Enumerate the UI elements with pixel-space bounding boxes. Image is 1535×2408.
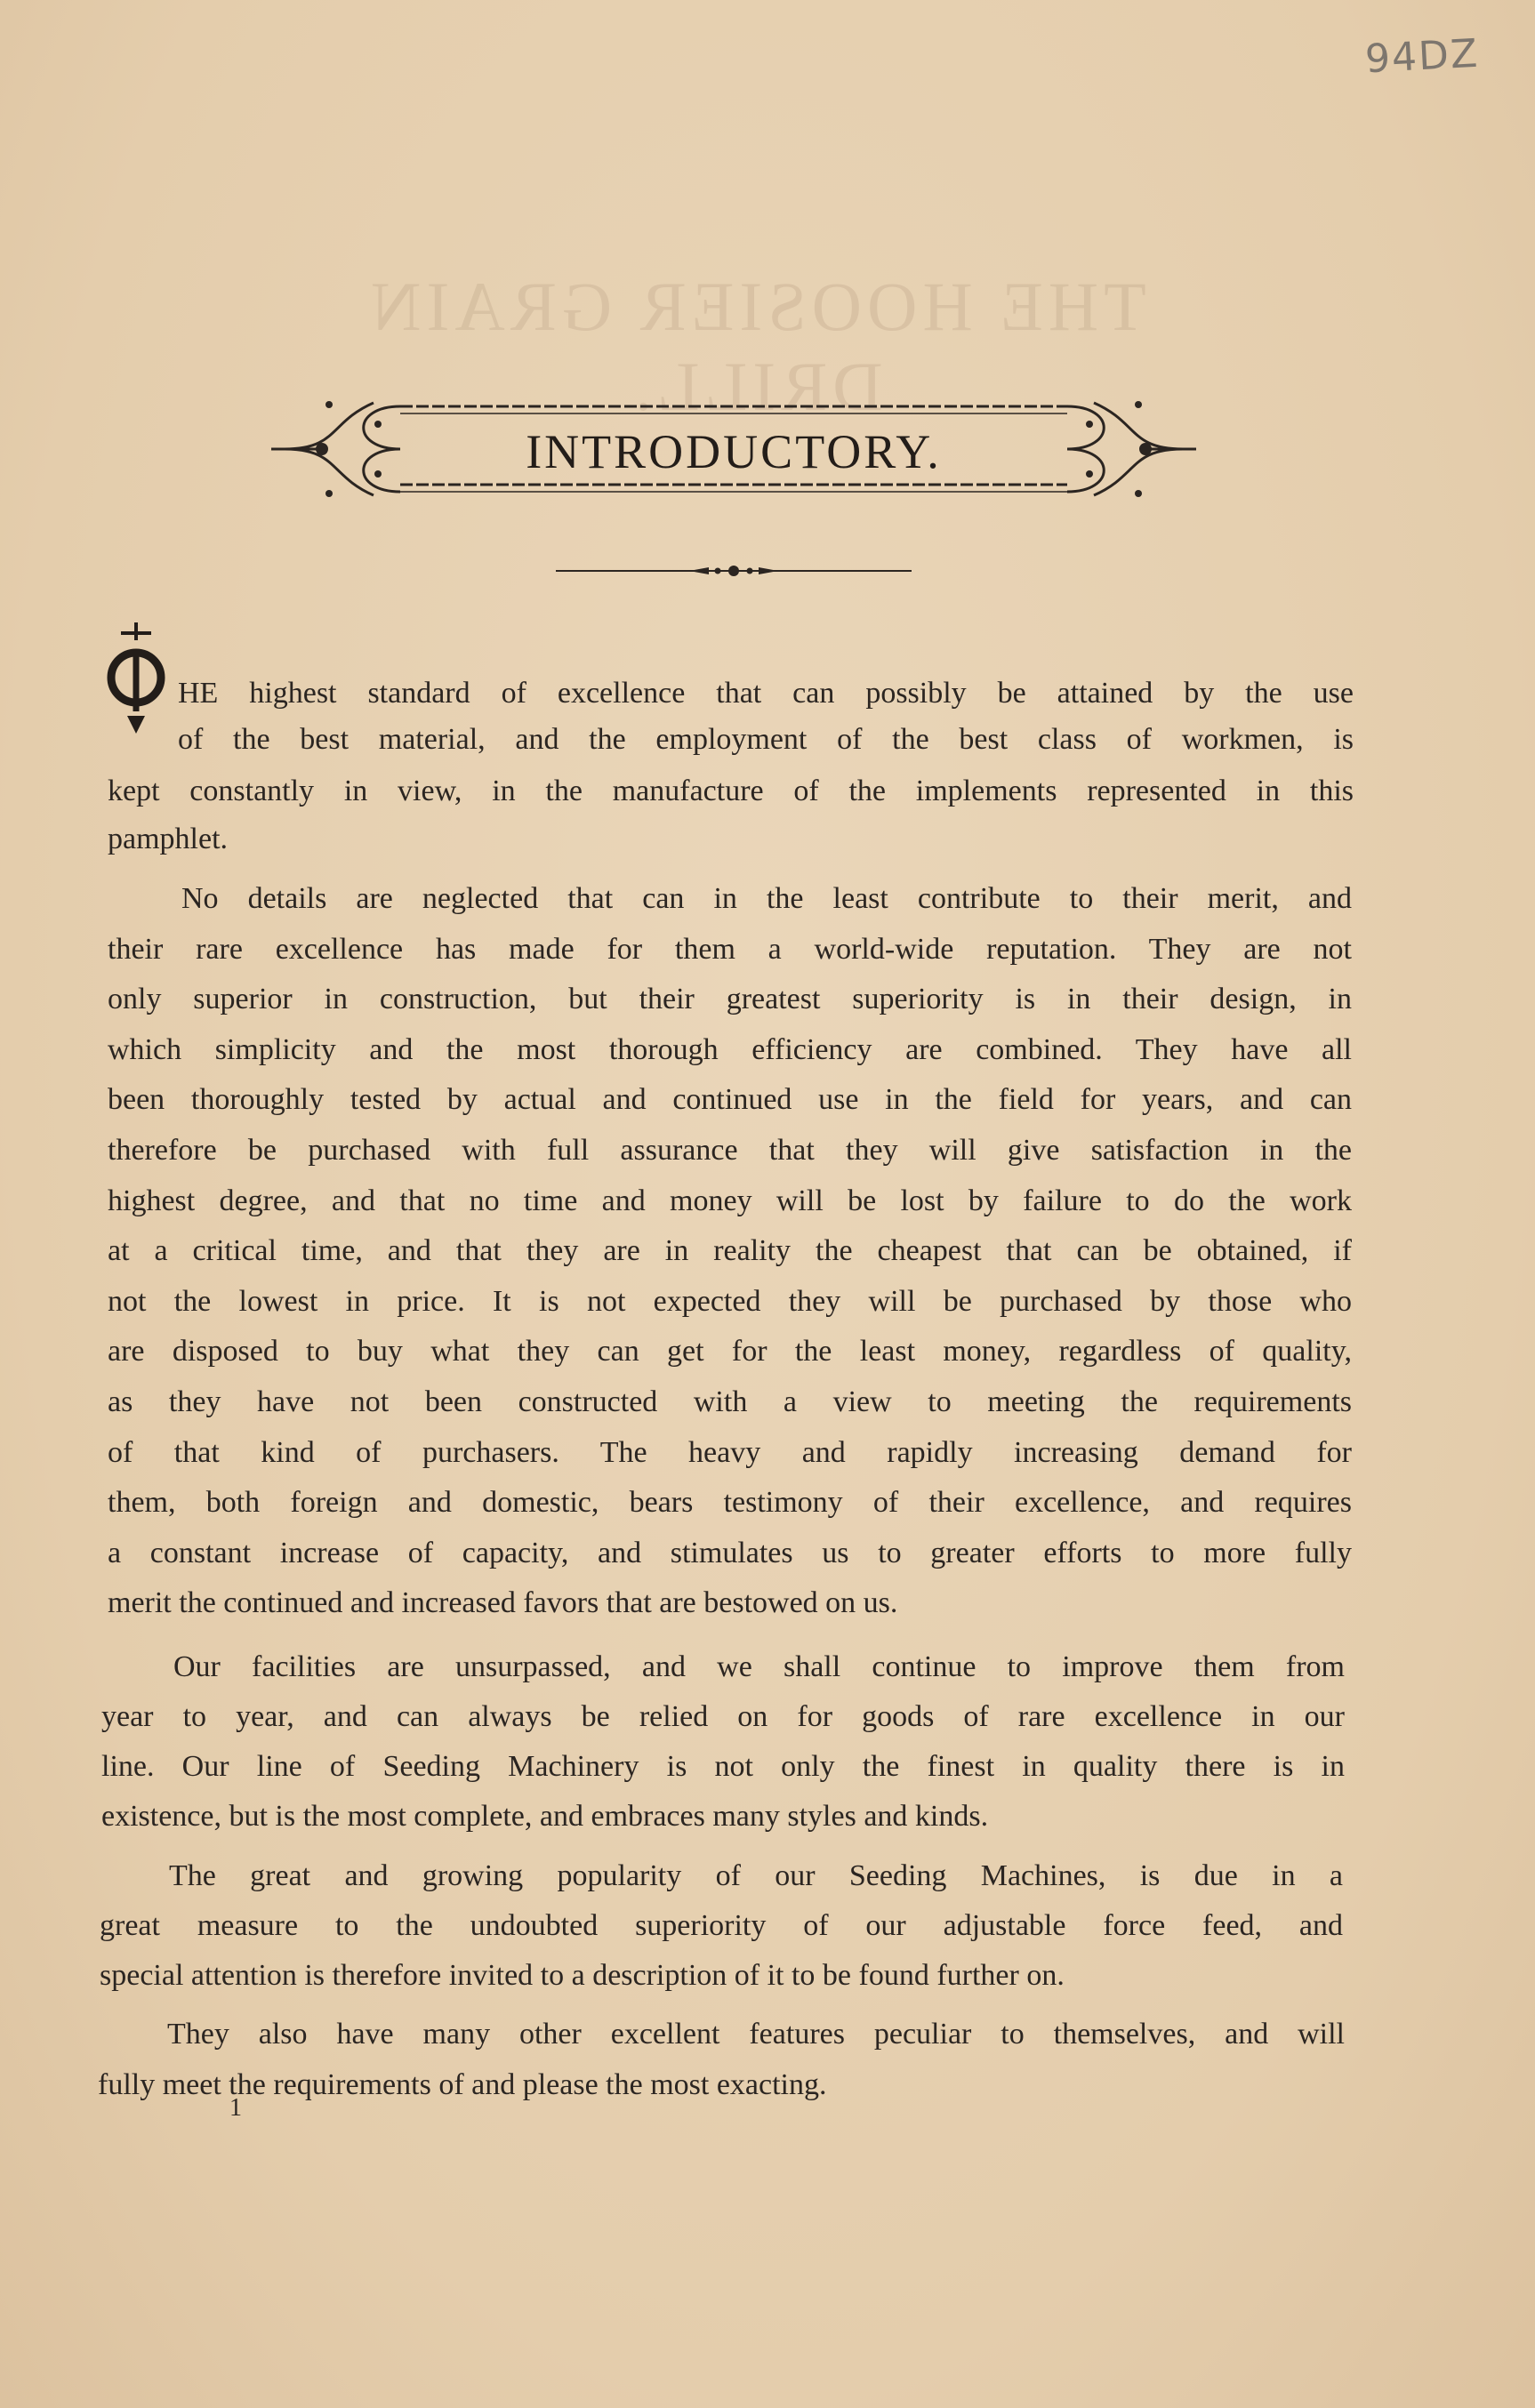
text-line: year to year, and can always be relied on for goods of rare excellence in our: [101, 1700, 1345, 1733]
text-line: not the lowest in price. It is not expected they will be purchased by those who: [108, 1284, 1352, 1318]
decorative-rule-icon: [556, 562, 912, 580]
text-line: are disposed to buy what they can get for the least money, regardless of quality,: [108, 1335, 1352, 1369]
text-line: special attention is therefore invited to a description of it to be found further on.: [100, 1959, 1065, 1992]
text-line: existence, but is the most complete, and embraces many styles and kinds.: [101, 1800, 989, 1833]
text-line: been thoroughly tested by actual and continued use in the field for years, and can: [108, 1083, 1352, 1117]
text-line: fully meet the requirements of and please the most exacting.: [98, 2068, 827, 2101]
page-heading: INTRODUCTORY.: [526, 425, 942, 478]
text-line: line. Our line of Seeding Machinery is not only the finest in quality there is in: [101, 1750, 1345, 1783]
text-line: pamphlet.: [108, 823, 229, 855]
text-line: which simplicity and the most thorough efficiency are combined. They have all: [108, 1032, 1352, 1066]
text-line: only superior in construction, but their greatest superiority is in their design, in: [108, 983, 1352, 1016]
handwritten-catalog-note: 94DZ: [1363, 30, 1481, 83]
ornamental-heading-frame: [267, 396, 1201, 507]
drop-cap-t-icon: [105, 622, 167, 738]
text-line: No details are neglected that can in the least contribute to their merit, and: [181, 882, 1352, 915]
text-line: great measure to the undoubted superiority of our adjustable force feed, and: [100, 1909, 1343, 1942]
text-line: of that kind of purchasers. The heavy and rapidly increasing demand for: [108, 1435, 1352, 1469]
text-line: therefore be purchased with full assurance that they will give satisfaction in the: [108, 1134, 1352, 1167]
text-line: as they have not been constructed with a view to meeting the requirements: [108, 1385, 1352, 1418]
text-line: a constant increase of capacity, and stimulates us to greater efforts to more fully: [108, 1536, 1352, 1569]
text-line: their rare excellence has made for them a world-wide reputation. They are not: [108, 932, 1352, 966]
bleed-through-text: THE HOOSIER GRAIN DRILL.: [366, 268, 1146, 425]
text-line: merit the continued and increased favors that are bestowed on us.: [108, 1586, 898, 1620]
text-line: The great and growing popularity of our Seeding Machines, is due in a: [169, 1859, 1343, 1892]
page-number: 1: [229, 2094, 242, 2122]
text-line: kept constantly in view, in the manufacture of the implements represented in this: [108, 775, 1354, 807]
text-line: Our facilities are unsurpassed, and we shall continue to improve them from: [173, 1650, 1345, 1683]
text-line: them, both foreign and domestic, bears testimony of their excellence, and requires: [108, 1486, 1352, 1520]
text-line: at a critical time, and that they are in reality the cheapest that can be obtained, if: [108, 1234, 1352, 1268]
text-line: of the best material, and the employment of the best class of workmen, is: [178, 723, 1354, 756]
text-line: They also have many other excellent features peculiar to themselves, and will: [167, 2018, 1345, 2051]
text-line: highest degree, and that no time and money will be lost by failure to do the work: [108, 1184, 1352, 1217]
text-line: HE highest standard of excellence that can possibly be attained by the use: [178, 677, 1354, 710]
